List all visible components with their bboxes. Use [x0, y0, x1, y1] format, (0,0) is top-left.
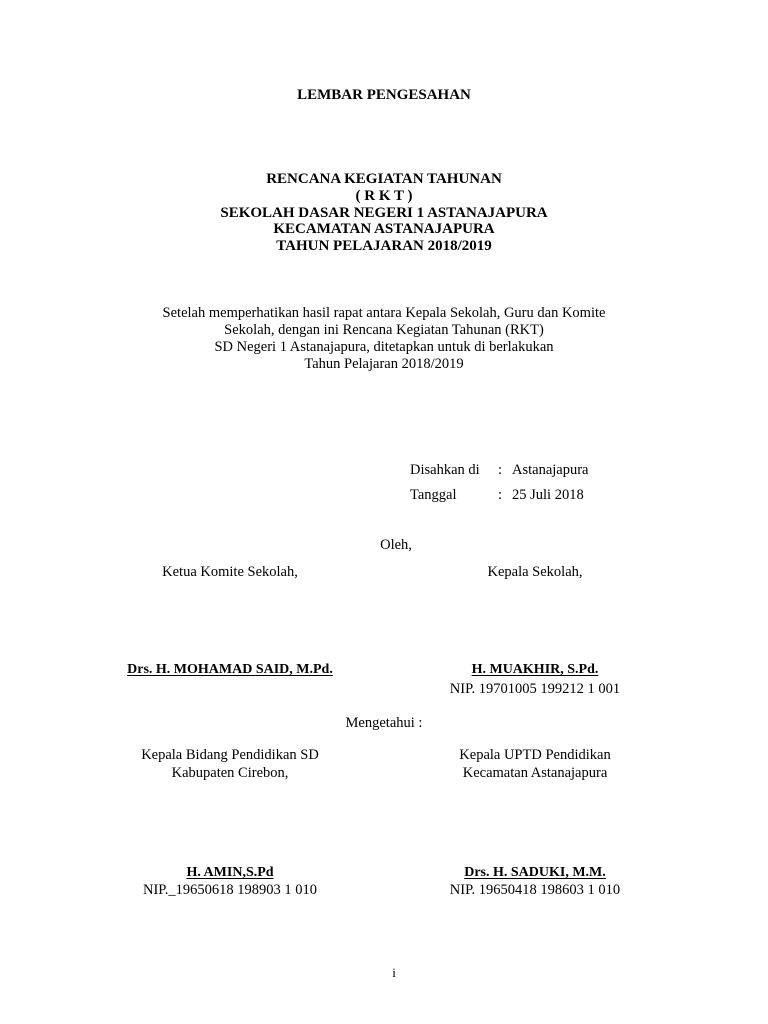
- acknowledged-label: Mengetahui :: [345, 715, 423, 731]
- validation-place-value: Astanajapura: [512, 462, 589, 478]
- uptd-head-role-line-2: Kecamatan Astanajapura: [462, 765, 608, 781]
- committee-chair-role: Ketua Komite Sekolah,: [162, 564, 298, 580]
- doc-title-line-1: RENCANA KEGIATAN TAHUNAN: [266, 171, 502, 187]
- doc-title-line-2: ( R K T ): [355, 188, 413, 204]
- education-head-role-line-2: Kabupaten Cirebon,: [171, 765, 289, 781]
- page-title: LEMBAR PENGESAHAN: [297, 87, 471, 103]
- body-text-line-2: Sekolah, dengan ini Rencana Kegiatan Tahunan (RKT): [224, 322, 544, 338]
- uptd-head-name: Drs. H. SADUKI, M.M.: [464, 865, 606, 880]
- page-number: i: [392, 965, 396, 980]
- committee-chair-name: Drs. H. MOHAMAD SAID, M.Pd.: [127, 662, 333, 677]
- body-text-line-1: Setelah memperhatikan hasil rapat antara Kepala Sekolah, Guru dan Komite: [162, 305, 606, 321]
- education-head-nip: NIP._19650618 198903 1 010: [142, 882, 317, 898]
- principal-name: H. MUAKHIR, S.Pd.: [471, 662, 599, 677]
- body-text-line-4: Tahun Pelajaran 2018/2019: [304, 356, 464, 372]
- by-label: Oleh,: [380, 537, 412, 553]
- validation-date-value: 25 Juli 2018: [512, 487, 584, 503]
- validation-place-separator: :: [498, 462, 503, 478]
- uptd-head-nip: NIP. 19650418 198603 1 010: [449, 882, 621, 898]
- education-head-role-line-1: Kepala Bidang Pendidikan SD: [141, 747, 319, 763]
- uptd-head-role-line-1: Kepala UPTD Pendidikan: [459, 747, 611, 763]
- education-head-name: H. AMIN,S.Pd: [186, 865, 274, 880]
- principal-nip: NIP. 19701005 199212 1 001: [449, 681, 621, 697]
- doc-title-line-3: SEKOLAH DASAR NEGERI 1 ASTANAJAPURA: [220, 205, 548, 221]
- doc-title-line-4: KECAMATAN ASTANAJAPURA: [273, 221, 495, 237]
- validation-place-label: Disahkan di: [410, 462, 480, 478]
- principal-role: Kepala Sekolah,: [487, 564, 583, 580]
- doc-title-line-5: TAHUN PELAJARAN 2018/2019: [276, 238, 492, 254]
- body-text-line-3: SD Negeri 1 Astanajapura, ditetapkan untuk di berlakukan: [214, 339, 554, 355]
- validation-date-separator: :: [498, 487, 503, 503]
- validation-date-label: Tanggal: [410, 487, 457, 503]
